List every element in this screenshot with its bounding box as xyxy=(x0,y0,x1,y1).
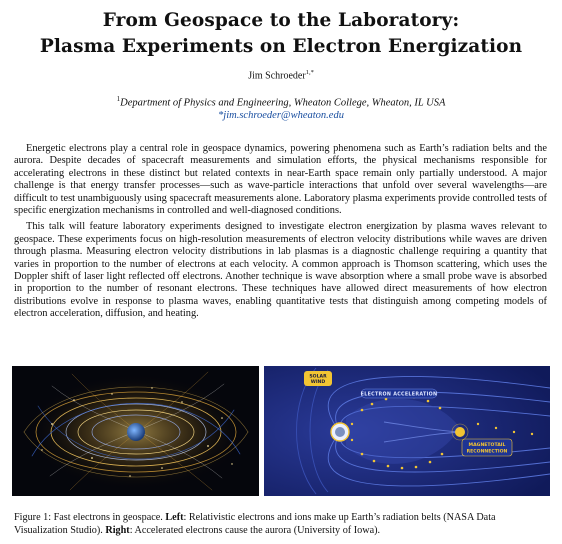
abstract-paragraph-2: This talk will feature laboratory experiments designed to investigate electron energization by plasma waves relevant to geospace. These experiments focus on high-resolution measurements of electron velocity distributions while waves are driven through plasma. Measuring electron velocity distributions in lab plasmas is a diagnostic challenge requiring a quantity that varies in proportion to the number of electrons at each velocity. A common approach is Thomson scattering, which uses the Doppler shift of laser light reflected off electrons. Another technique is wave absorption where a small probe wave is absorbed in proportion to the number of resonant electrons. These techniques have allowed direct measurements of how electron distributions evolve in response to plasma waves, enabling quantitative tests that distinguish among competing models of electron acceleration, diffusion, and heating. xyxy=(14,221,547,320)
magnetosphere-diagram xyxy=(264,366,550,496)
figure-1 xyxy=(0,366,562,496)
magnetotail-label-1: MAGNETOTAIL xyxy=(468,443,506,448)
magnetotail-label-2: RECONNECTION xyxy=(466,449,508,455)
electron-acceleration-label: ELECTRON ACCELERATION xyxy=(360,392,438,398)
abstract xyxy=(14,143,547,325)
affiliation-line xyxy=(0,95,562,109)
affiliation-mark: 1 xyxy=(116,95,121,103)
author-email-link[interactable]: *jim.schroeder@wheaton.edu xyxy=(218,110,344,121)
caption-right-text: : Accelerated electrons cause the aurora (University of Iowa). xyxy=(129,524,381,536)
caption-left-text: : Relativistic electrons and ions make up Earth’s radiation belts (NASA Data Visualization Studio). xyxy=(14,512,496,536)
paper-title-line-1: From Geospace to the Laboratory: xyxy=(102,10,460,31)
paper-title-line-2: Plasma Experiments on Electron Energization xyxy=(39,36,523,57)
earth-core xyxy=(335,427,345,437)
earth-icon xyxy=(127,423,145,441)
radiation-belts-image xyxy=(12,366,259,496)
caption-prefix: Figure 1: Fast electrons in geospace. xyxy=(14,512,163,523)
author-name: Jim Schroeder xyxy=(248,70,306,82)
author-marks: 1,* xyxy=(305,69,314,76)
abstract-paragraph-1: Energetic electrons play a central role in geospace dynamics, powering phenomena such as Earth’s radiation belts and the aurora. Despite decades of spacecraft measurements and simulation efforts, the physical mechanisms responsible for accelerating electrons in these distinct but related contexts in near-Earth space remain only partially understood. A major challenge is that energy transfer processes—such as wave-particle interactions that unfold over several wavelengths—are difficult to test unambiguously using spacecraft measurements alone. Laboratory plasma experiments provide controlled tests of specific energization mechanisms in controlled and well-diagnosed conditions. xyxy=(14,143,547,217)
reconnection-point-icon xyxy=(455,427,465,437)
solar-wind-label-1: SOLAR xyxy=(309,374,327,380)
author-line xyxy=(0,69,562,81)
caption-right-tag: Right xyxy=(105,524,130,536)
figure-caption xyxy=(14,512,550,537)
affiliation-text: Department of Physics and Engineering, Wheaton College, Wheaton, IL USA xyxy=(120,97,446,109)
caption-left-tag: Left xyxy=(165,512,184,523)
solar-wind-label-2: WIND xyxy=(310,380,326,385)
